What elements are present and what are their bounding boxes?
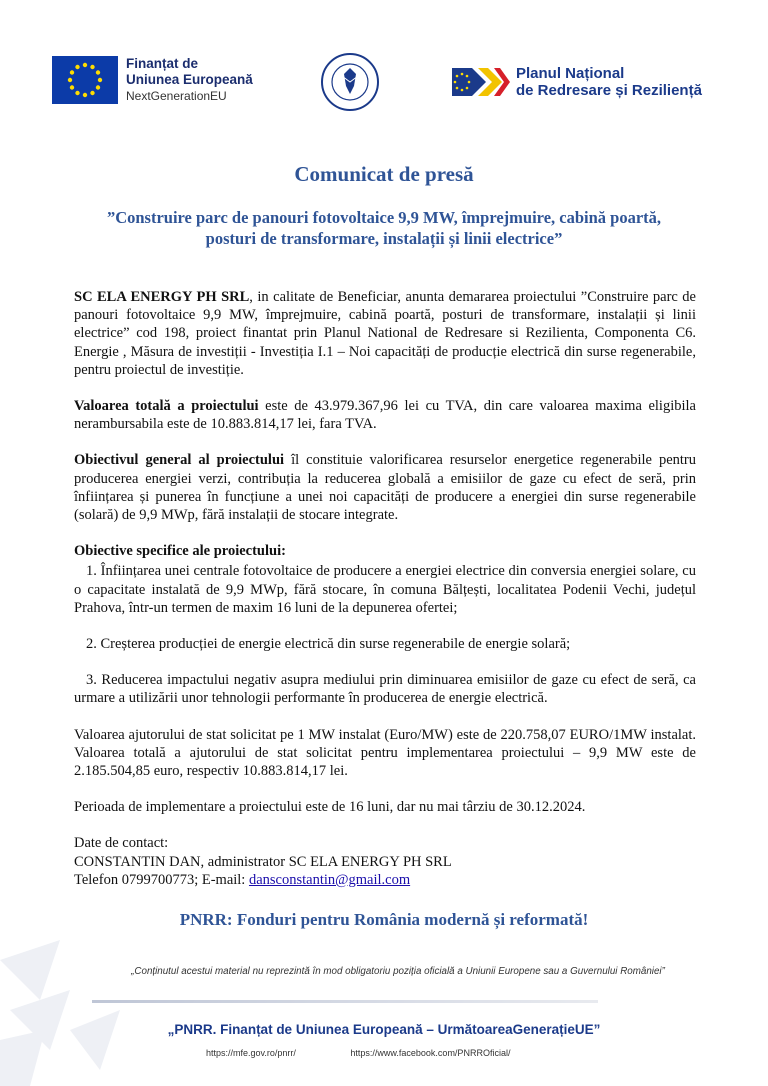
- period-paragraph: Perioada de implementare a proiectului este de 16 luni, dar nu mai târziu de 30.12.2024.: [74, 799, 586, 816]
- state-aid-paragraph: Valoarea ajutorului de stat solicitat pe 1 MW instalat (Euro/MW) este de 220.758,07 EURO/1MW instalat. Valoarea totală a ajutorului de stat solicitat pentru implementarea proiectului – 9,9 MW este de 2.185.504,85 euro, respectiv 10.883.814,17 lei.: [74, 726, 696, 780]
- pnrr-slogan: PNRR: Fonduri pentru România modernă și reformată!: [179, 910, 589, 929]
- press-release-body: [74, 288, 696, 889]
- footer-decoration-icon: [0, 930, 150, 1086]
- specific-objectives-list: [74, 562, 696, 707]
- contact-email-link[interactable]: dansconstantin@gmail.com: [248, 871, 411, 888]
- value-paragraph: [74, 397, 696, 433]
- eu-logo-line2: Uniunea Europeană: [126, 72, 253, 87]
- contact-block: [74, 834, 696, 889]
- objective-label: Obiectivul general al proiectului: [74, 452, 285, 469]
- list-item: 2. Creșterea producției de energie electrică din surse regenerabile de energie solară;: [86, 636, 571, 653]
- contact-heading: Date de contact:: [74, 835, 169, 852]
- header-logos: [52, 52, 728, 112]
- pnrr-flag-icon: [450, 62, 510, 102]
- footer-link-facebook[interactable]: https://www.facebook.com/PNRROficial/: [350, 1048, 511, 1058]
- eu-flag-icon: [52, 56, 118, 104]
- intro-text: , in calitate de Beneficiar, anunta demararea proiectului ”Construire parc de panouri fotovoltaice 9,9 MW, împrejmuire, cabină poartă, posturi de transformare, instalații și linii electrice” cod 198, proiect finantat prin Planul National de Redresare si Rezilienta, Componenta C6. Energie , Măsura de investiții - Investiția I.1 – Noi capacități de producție electrică din surse regenerabile, pentru proiectul de investiție.: [74, 289, 696, 378]
- value-text: este de 43.979.367,96 lei cu TVA, din care valoarea maxima eligibila nerambursabila este de 10.883.814,17 lei, fara TVA.: [74, 398, 696, 433]
- pnrr-logo: [450, 62, 702, 102]
- objective-text: îl constituie valorificarea resurselor energetice regenerabile pentru producerea energiei verzi, contribuția la reducerea globală a emisiilor de gaze cu efect de seră, prin înființarea și punerea în funcțiune a unei noi capacități de producere a energiei din surse regenerabile (solară) de 9,9 MWp, fără instalații de stocare integrate.: [74, 452, 696, 524]
- project-subtitle: ”Construire parc de panouri fotovoltaice 9,9 MW, împrejmuire, cabină poartă, posturi de transformare, instalații și linii electrice”: [106, 208, 662, 248]
- pnrr-logo-line1: Planul Național: [516, 65, 625, 82]
- footer-tagline: „PNRR. Finanțat de Uniunea Europeană – UrmătoareaGenerațieUE”: [167, 1022, 601, 1037]
- romanian-government-seal-icon: [320, 52, 380, 112]
- contact-phone-email: [74, 871, 696, 889]
- eu-logo-line3: NextGenerationEU: [126, 89, 227, 103]
- value-label: Valoarea totală a proiectului: [74, 398, 259, 415]
- pnrr-logo-line2: de Redresare și Reziliență: [516, 82, 702, 99]
- footer-link-mfe[interactable]: https://mfe.gov.ro/pnrr/: [206, 1048, 296, 1058]
- contact-phone: Telefon 0799700773; E-mail:: [74, 871, 249, 888]
- footer-divider: [92, 1000, 598, 1003]
- contact-person: CONSTANTIN DAN, administrator SC ELA ENERGY PH SRL: [74, 853, 452, 870]
- eu-funding-logo: [52, 56, 253, 104]
- footer-disclaimer: „Conținutul acestui material nu reprezintă în mod obligatoriu poziția oficială a Uniunii Europene sau a Guvernului României”: [131, 966, 665, 977]
- list-item: 1. Înființarea unei centrale fotovoltaice de producere a energiei electrice din conversia energiei solare, cu o capacitate instalată de 9,9 MWp, fără stocare, în comuna Bălțești, localitatea Podenii Vechi, județul Prahova, într-un termen de maxim 16 luni de la depunerea ofertei;: [74, 563, 696, 616]
- footer-links: [206, 1048, 510, 1058]
- page-title: Comunicat de presă: [294, 162, 474, 186]
- intro-paragraph: [74, 288, 696, 379]
- list-item: 3. Reducerea impactului negativ asupra mediului prin diminuarea emisiilor de gaze cu efect de seră, ca urmare a utilizării unor tehnologii performante în producerea de energie electrică.: [74, 672, 696, 707]
- specific-objectives-heading: Obiective specifice ale proiectului:: [74, 543, 286, 560]
- objective-paragraph: [74, 451, 696, 524]
- eu-logo-line1: Finanțat de: [126, 56, 199, 71]
- company-name: SC ELA ENERGY PH SRL: [74, 289, 250, 305]
